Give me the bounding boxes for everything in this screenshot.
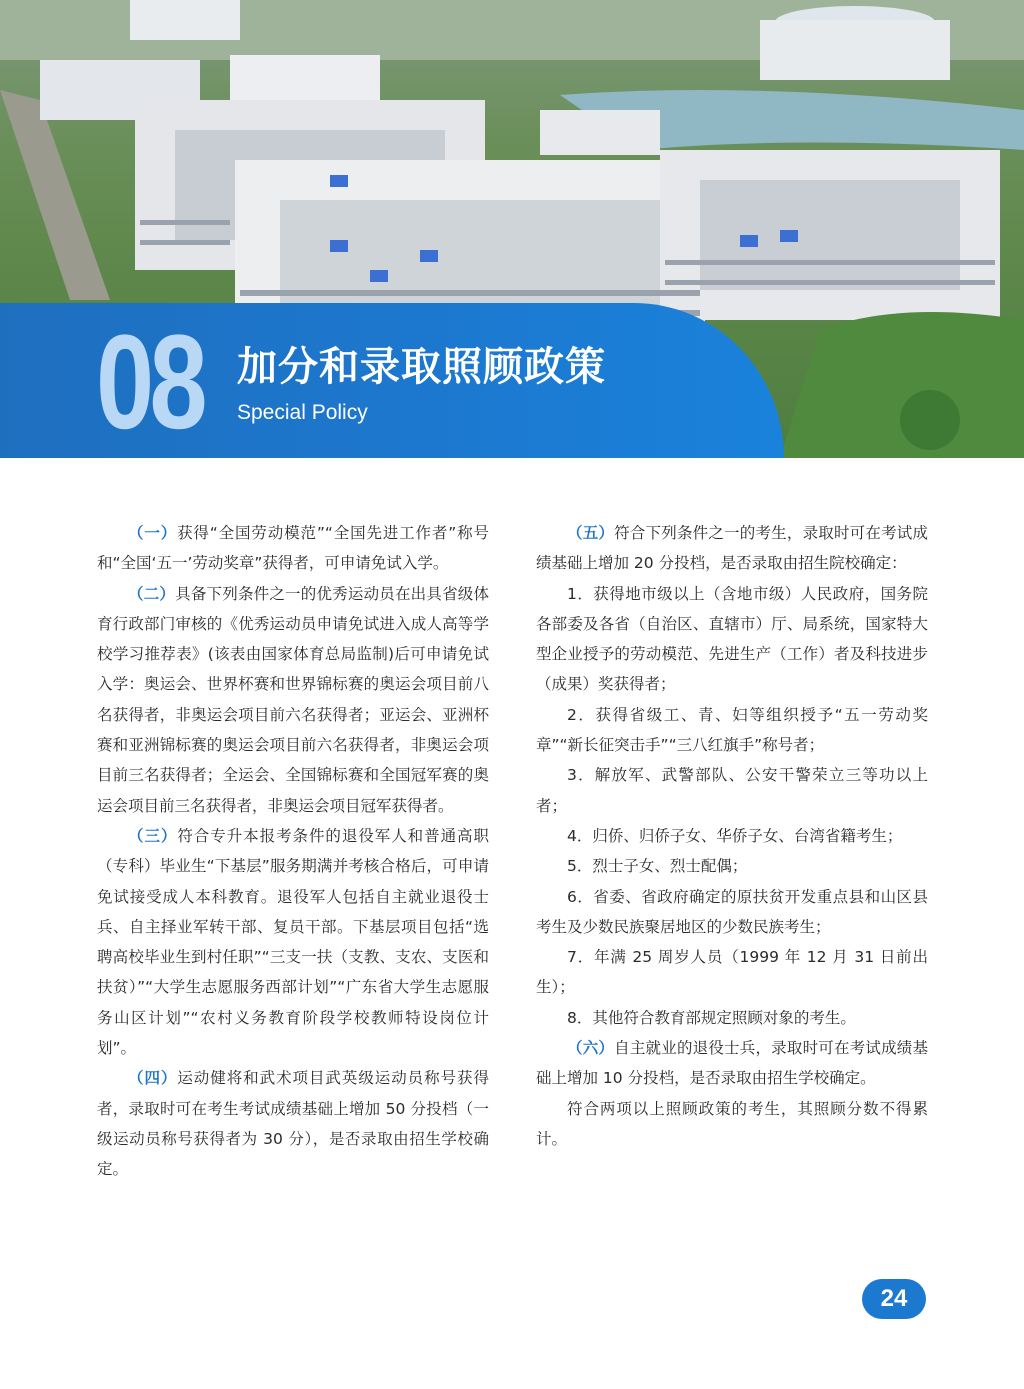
list-item: 8．其他符合教育部规定照顾对象的考生。 [567,1008,856,1027]
paragraph-text: 具备下列条件之一的优秀运动员在出具省级体育行政部门审核的《优秀运动员申请免试进入成人高等学校学习推荐表》(该表由国家体育总局监制)后可申请免试入学：奥运会、世界杯赛和世界锦标赛的奥运会项目前八名获得者，非奥运会项目前六名获得者；亚运会、亚洲杯赛和亚洲锦标赛的奥运会项目前六名获得者，非奥运会项目前三名获得者；全运会、全国锦标赛和全国冠军赛的奥运会项目前三名获得者，非奥运会项目冠军获得者。 [97,584,489,815]
paragraph-label: （一） [128,524,178,542]
paragraph-label: （五） [567,524,615,542]
list-item: 3．解放军、武警部队、公安干警荣立三等功以上者； [536,766,928,815]
paragraph-label: （三） [128,826,178,845]
list-item: 2．获得省级工、青、妇等组织授予“五一劳动奖章”“新长征突击手”“三八红旗手”称号者； [536,705,928,755]
paragraph-6 [536,1033,928,1094]
paragraph-label: （六） [567,1039,615,1058]
paragraph-3 [97,821,489,1063]
paragraph-4 [97,1063,489,1184]
paragraph-1 [97,518,489,579]
list-item: 1．获得地市级以上（含地市级）人民政府，国务院各部委及各省（自治区、直辖市）厅、局系统，国家特大型企业授予的劳动模范、先进生产（工作）者及科技进步（成果）奖获得者； [536,584,928,694]
page-subtitle: Special Policy [237,401,368,424]
page-number: 24 [862,1279,926,1319]
list-item: 5．烈士子女、烈士配偶； [567,857,748,876]
paragraph-2 [97,579,489,821]
paragraph-text: 自主就业的退役士兵，录取时可在考试成绩基础上增加 10 分投档，是否录取由招生学校确定。 [536,1039,928,1088]
list-item: 6．省委、省政府确定的原扶贫开发重点县和山区县考生及少数民族聚居地区的少数民族考生； [536,887,928,936]
paragraph-text: 符合下列条件之一的考生，录取时可在考试成绩基础上增加 20 分投档，是否录取由招生院校确定： [536,524,928,573]
paragraph-text: 符合专升本报考条件的退役军人和普通高职（专科）毕业生“下基层”服务期满并考核合格后，可申请免试接受成人本科教育。退役军人包括自主就业退役士兵、自主择业军转干部、复员干部。下基层项目包括“选聘高校毕业生到村任职”“三支一扶（支教、支农、支医和扶贫）”“大学生志愿服务西部计划”“广东省大学生志愿服务山区计划”“农村义务教育阶段学校教师特设岗位计划”。 [97,826,489,1058]
list-item: 4．归侨、归侨子女、华侨子女、台湾省籍考生； [567,826,903,845]
paragraph-text: 获得“全国劳动模范”“全国先进工作者”称号和“全国‘五一’劳动奖章”获得者，可申请免试入学。 [97,524,489,573]
paragraph-label: （四） [128,1069,178,1088]
paragraph-text: 运动健将和武术项目武英级运动员称号获得者，录取时可在考生考试成绩基础上增加 50 分投档（一级运动员称号获得者为 30 分），是否录取由招生学校确定。 [97,1069,489,1179]
paragraph-label: （二） [128,584,176,603]
section-number: 08 [96,308,203,457]
left-column [97,518,489,1185]
closing-paragraph: 符合两项以上照顾政策的考生，其照顾分数不得累计。 [536,1099,928,1148]
page-title: 加分和录取照顾政策 [237,344,606,390]
right-column [536,518,928,1154]
list-item: 7．年满 25 周岁人员（1999 年 12 月 31 日前出生）； [536,948,928,997]
paragraph-5 [536,518,928,579]
